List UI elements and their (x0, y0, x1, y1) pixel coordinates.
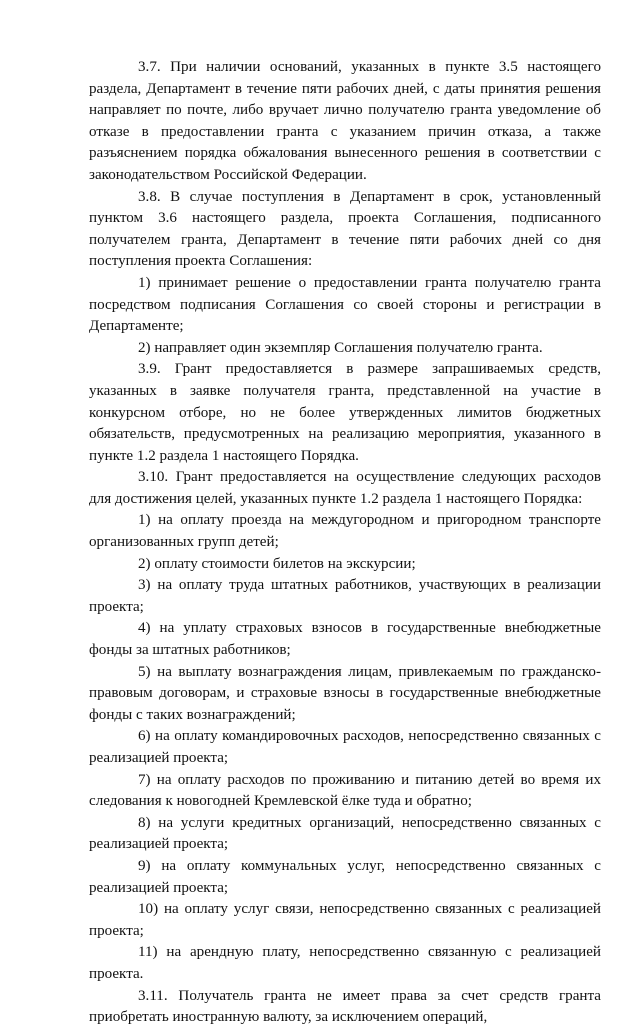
paragraph-3-10-item-6: 6) на оплату командировочных расходов, непосредственно связанных с реализацией проекта; (89, 728, 601, 766)
paragraph-3-10: 3.10. Грант предоставляется на осуществление следующих расходов для достижения целей, указанных пункте 1.2 раздела 1 настоящего Порядка: (89, 469, 601, 507)
paragraph-3-7: 3.7. При наличии оснований, указанных в пункте 3.5 настоящего раздела, Департамент в течение пяти рабочих дней, с даты принятия решения направляет по почте, либо вручает лично получателю гранта уведомление об отказе в предоставлении гранта с указанием причин отказа, а также разъяснением порядка обжалования вынесенного решения в соответствии с законодательством Российской Федерации. (89, 59, 601, 183)
paragraph-3-10-item-1: 1) на оплату проезда на междугородном и пригородном транспорте организованных групп детей; (89, 512, 601, 551)
paragraph-3-10-item-5: 5) на выплату вознаграждения лицам, привлекаемым по гражданско-правовым договорам, и страховые взносы в государственные внебюджетные фонды с таких вознаграждений; (89, 663, 601, 723)
paragraph-3-8-item-1: 1) принимает решение о предоставлении гранта получателю гранта посредством подписания Соглашения со своей стороны и регистрации в Департаменте; (89, 274, 601, 335)
paragraph-3-10-item-2: 2) оплату стоимости билетов на экскурсии; (138, 555, 416, 572)
document-page (89, 57, 601, 1029)
paragraph-3-10-item-3: 3) на оплату труда штатных работников, участвующих в реализации проекта; (89, 577, 601, 615)
paragraph-3-11: 3.11. Получатель гранта не имеет права за счет средств гранта приобретать иностранную валюту, за исключением операций, (89, 987, 601, 1026)
paragraph-3-10-item-10: 10) на оплату услуг связи, непосредственно связанных с реализацией проекта; (89, 901, 601, 939)
paragraph-3-10-item-4: 4) на уплату страховых взносов в государственные внебюджетные фонды за штатных работников; (89, 620, 601, 659)
paragraph-3-8-item-2: 2) направляет один экземпляр Соглашения получателю гранта. (138, 339, 543, 356)
paragraph-3-10-item-7: 7) на оплату расходов по проживанию и питанию детей во время их следования к новогодней Кремлевской ёлке туда и обратно; (89, 771, 601, 810)
paragraph-3-9: 3.9. Грант предоставляется в размере запрашиваемых средств, указанных в заявке получателя гранта, представленной на участие в конкурсном отборе, но не более утвержденных лимитов бюджетных обязательств, предусмотренных на реализацию мероприятия, указанного в пункте 1.2 раздела 1 настоящего Порядка. (89, 361, 601, 464)
paragraph-3-10-item-9: 9) на оплату коммунальных услуг, непосредственно связанных с реализацией проекта; (89, 857, 601, 896)
paragraph-3-8: 3.8. В случае поступления в Департамент в срок, установленный пунктом 3.6 настоящего раздела, проекта Соглашения, подписанного получателем гранта, Департамент в течение пяти рабочих дней со дня поступления проекта Соглашения: (89, 188, 601, 270)
paragraph-3-10-item-8: 8) на услуги кредитных организаций, непосредственно связанных с реализацией проекта; (89, 814, 601, 853)
paragraph-3-10-item-11: 11) на арендную плату, непосредственно связанную с реализацией проекта. (89, 944, 601, 982)
